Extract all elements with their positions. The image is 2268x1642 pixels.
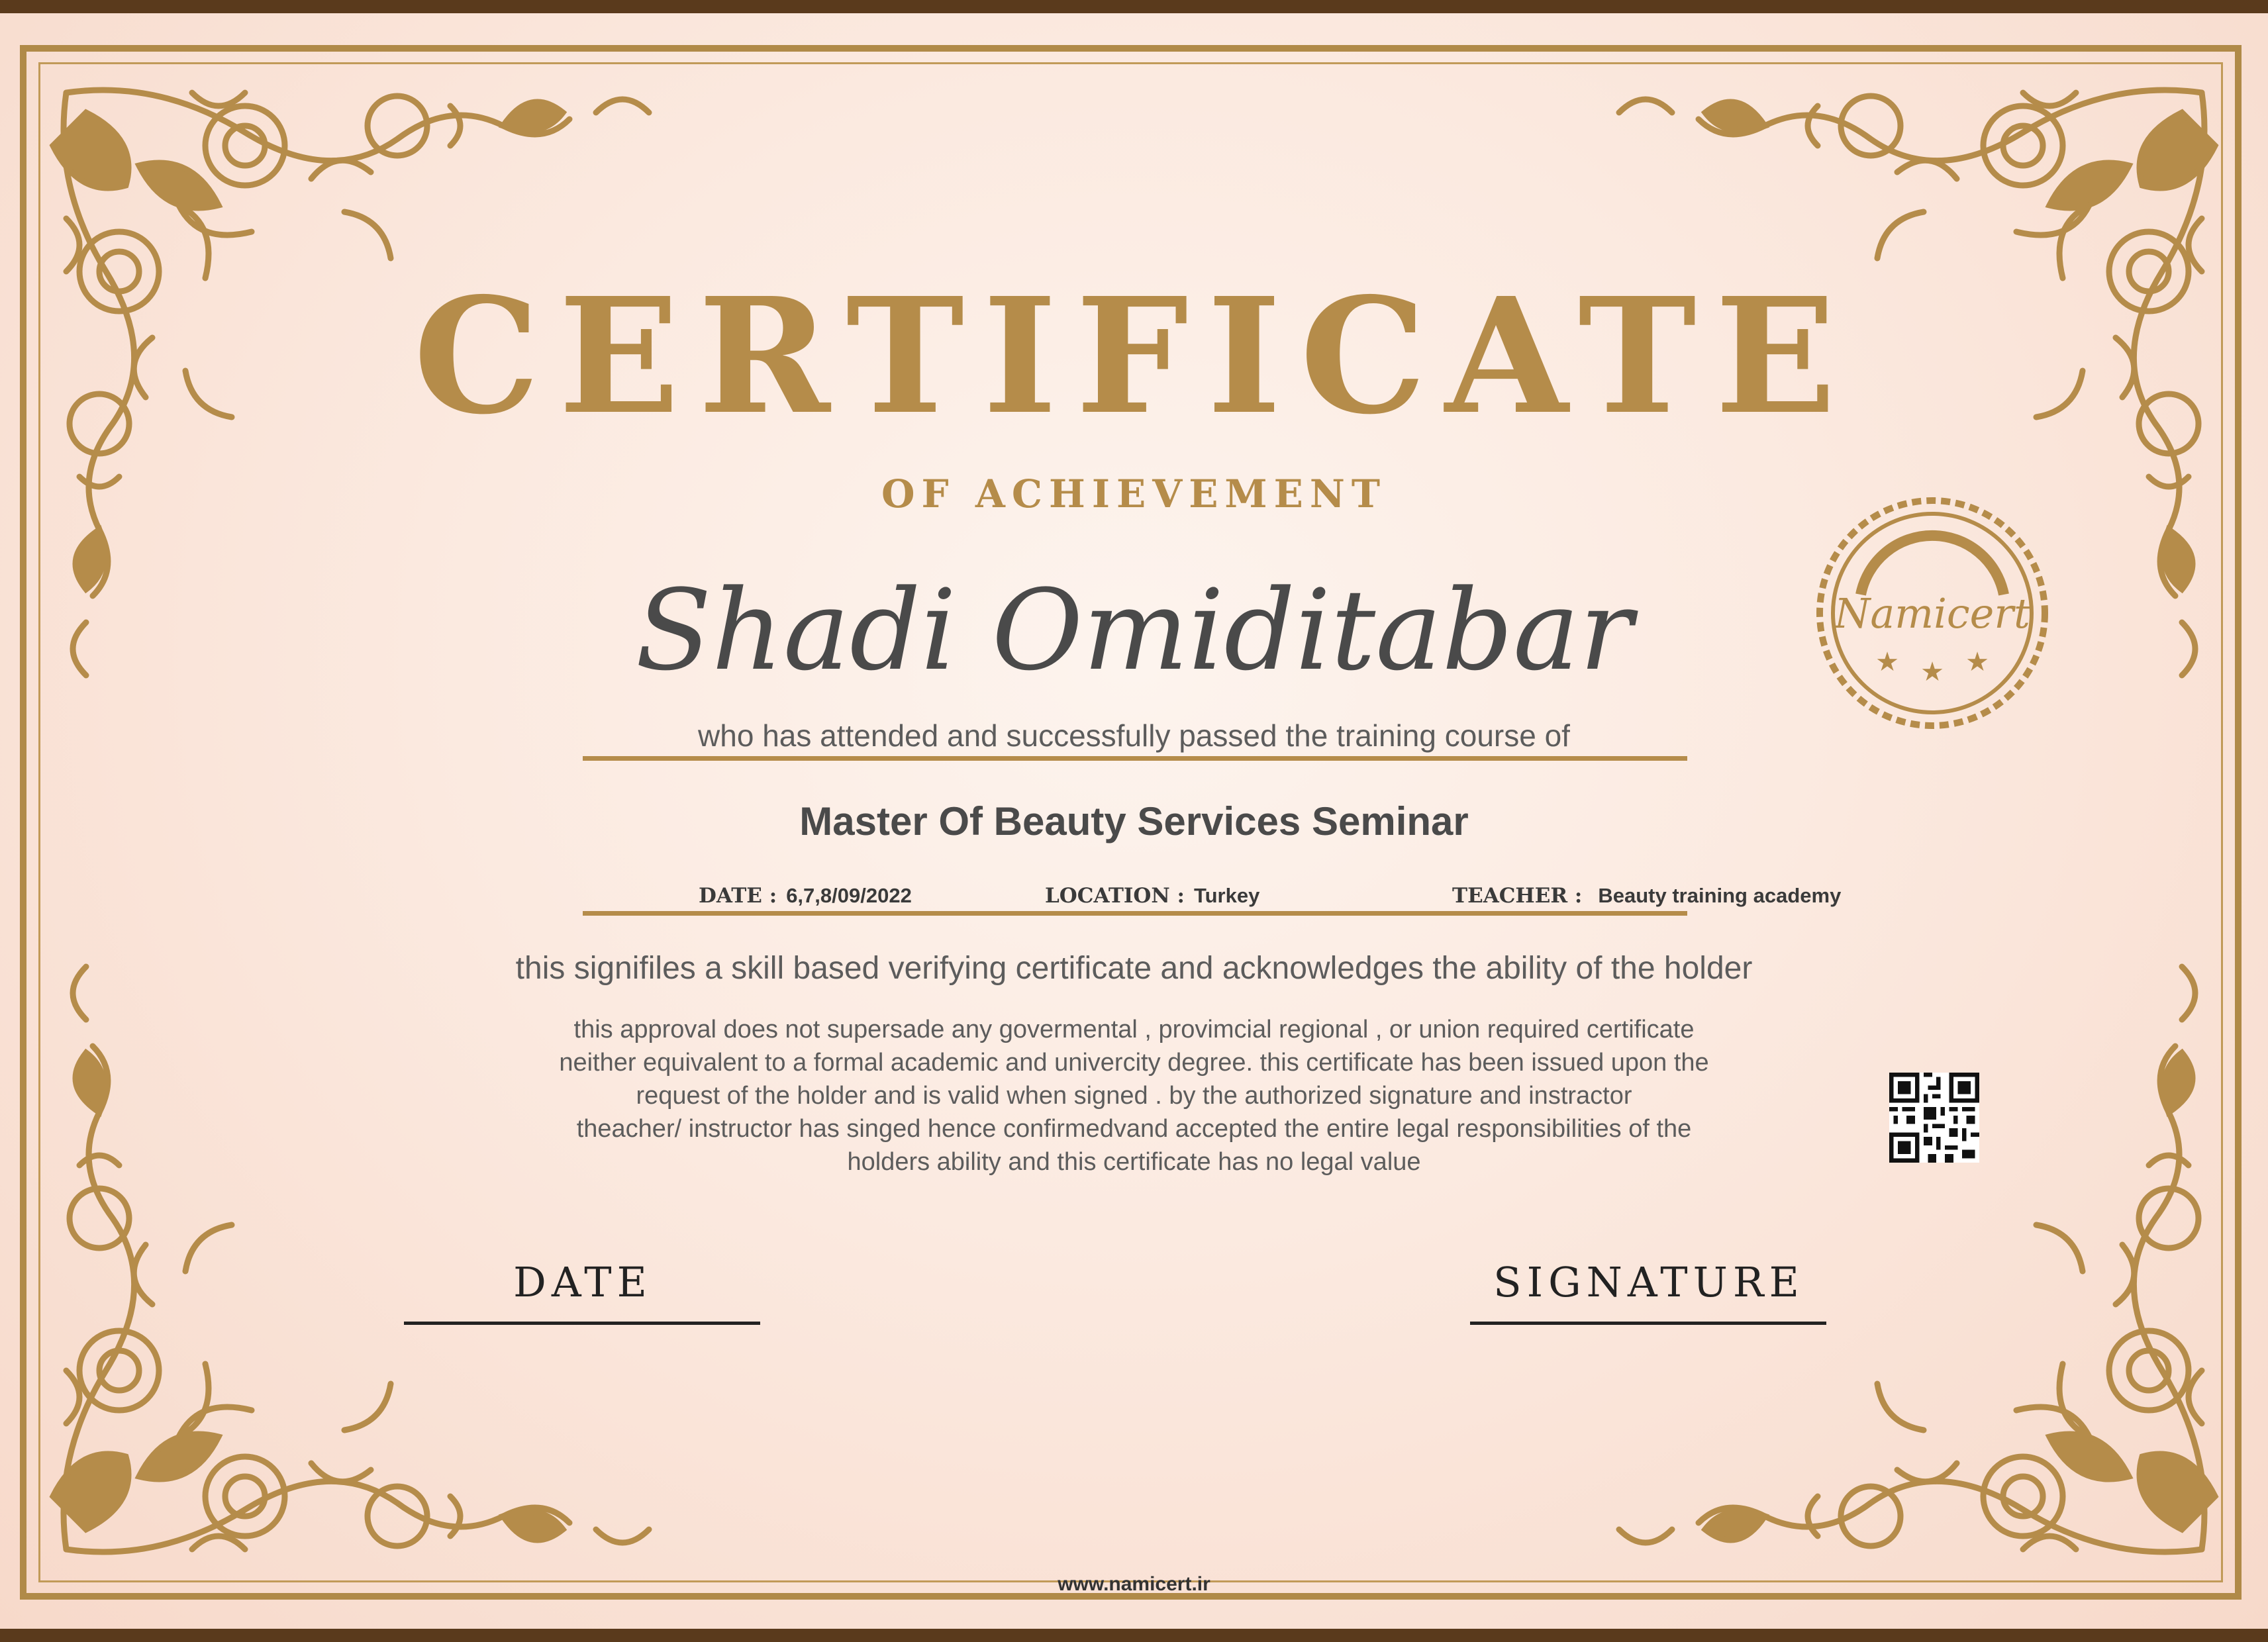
qr-code-icon [1889, 1073, 1979, 1163]
signature-line [1470, 1322, 1826, 1325]
certificate-subtitle: OF ACHIEVEMENT [881, 471, 1387, 516]
seal-text: Namicert [1834, 589, 2030, 638]
location-meta-value: Turkey [1193, 884, 1260, 907]
date-meta [699, 884, 912, 908]
signifies-text: this signifiles a skill based verifying certificate and acknowledges the ability of the holder [515, 951, 1753, 986]
footer-signature-label: SIGNATURE [1493, 1258, 1804, 1306]
recipient-name: Shadi Omiditabar [635, 565, 1633, 695]
namicert-seal-icon [1814, 495, 2050, 731]
disclaimer-line: request of the holder and is valid when signed . by the authorized signature and instractor [636, 1082, 1632, 1110]
date-meta-value: 6,7,8/09/2022 [786, 884, 912, 907]
teacher-meta [1452, 884, 1841, 908]
disclaimer-line: neither equivalent to a formal academic and univercity degree. this certificate has been issued upon the [559, 1049, 1709, 1077]
disclaimer-paragraph [503, 1013, 1765, 1179]
teacher-meta-label: TEACHER : [1452, 884, 1583, 908]
location-meta [1045, 884, 1259, 908]
website-link[interactable]: www.namicert.ir [1058, 1573, 1210, 1595]
footer-date-label: DATE [513, 1258, 652, 1306]
teacher-meta-value: Beauty training academy [1598, 884, 1842, 907]
date-meta-label: DATE : [699, 884, 777, 908]
certificate-sheet [0, 13, 2268, 1629]
gold-divider-bottom [583, 911, 1687, 916]
svg-text:★: ★ [1875, 647, 1899, 677]
disclaimer-line: theacher/ instructor has singed hence confirmedvand accepted the entire legal responsibilities of the [576, 1115, 1692, 1143]
svg-text:★: ★ [1920, 657, 1944, 687]
disclaimer-line: this approval does not supersade any govermental , provimcial regional , or union required certificate [573, 1016, 1695, 1043]
gold-divider-top [583, 756, 1687, 761]
course-name: Master Of Beauty Services Seminar [799, 799, 1469, 844]
attended-text: who has attended and successfully passed the training course of [698, 718, 1570, 753]
location-meta-label: LOCATION : [1045, 884, 1185, 908]
certificate-title: CERTIFICATE [413, 263, 1855, 450]
date-signature-line [404, 1322, 760, 1325]
disclaimer-line: holders ability and this certificate has no legal value [847, 1148, 1421, 1176]
svg-text:★: ★ [1965, 647, 1989, 677]
